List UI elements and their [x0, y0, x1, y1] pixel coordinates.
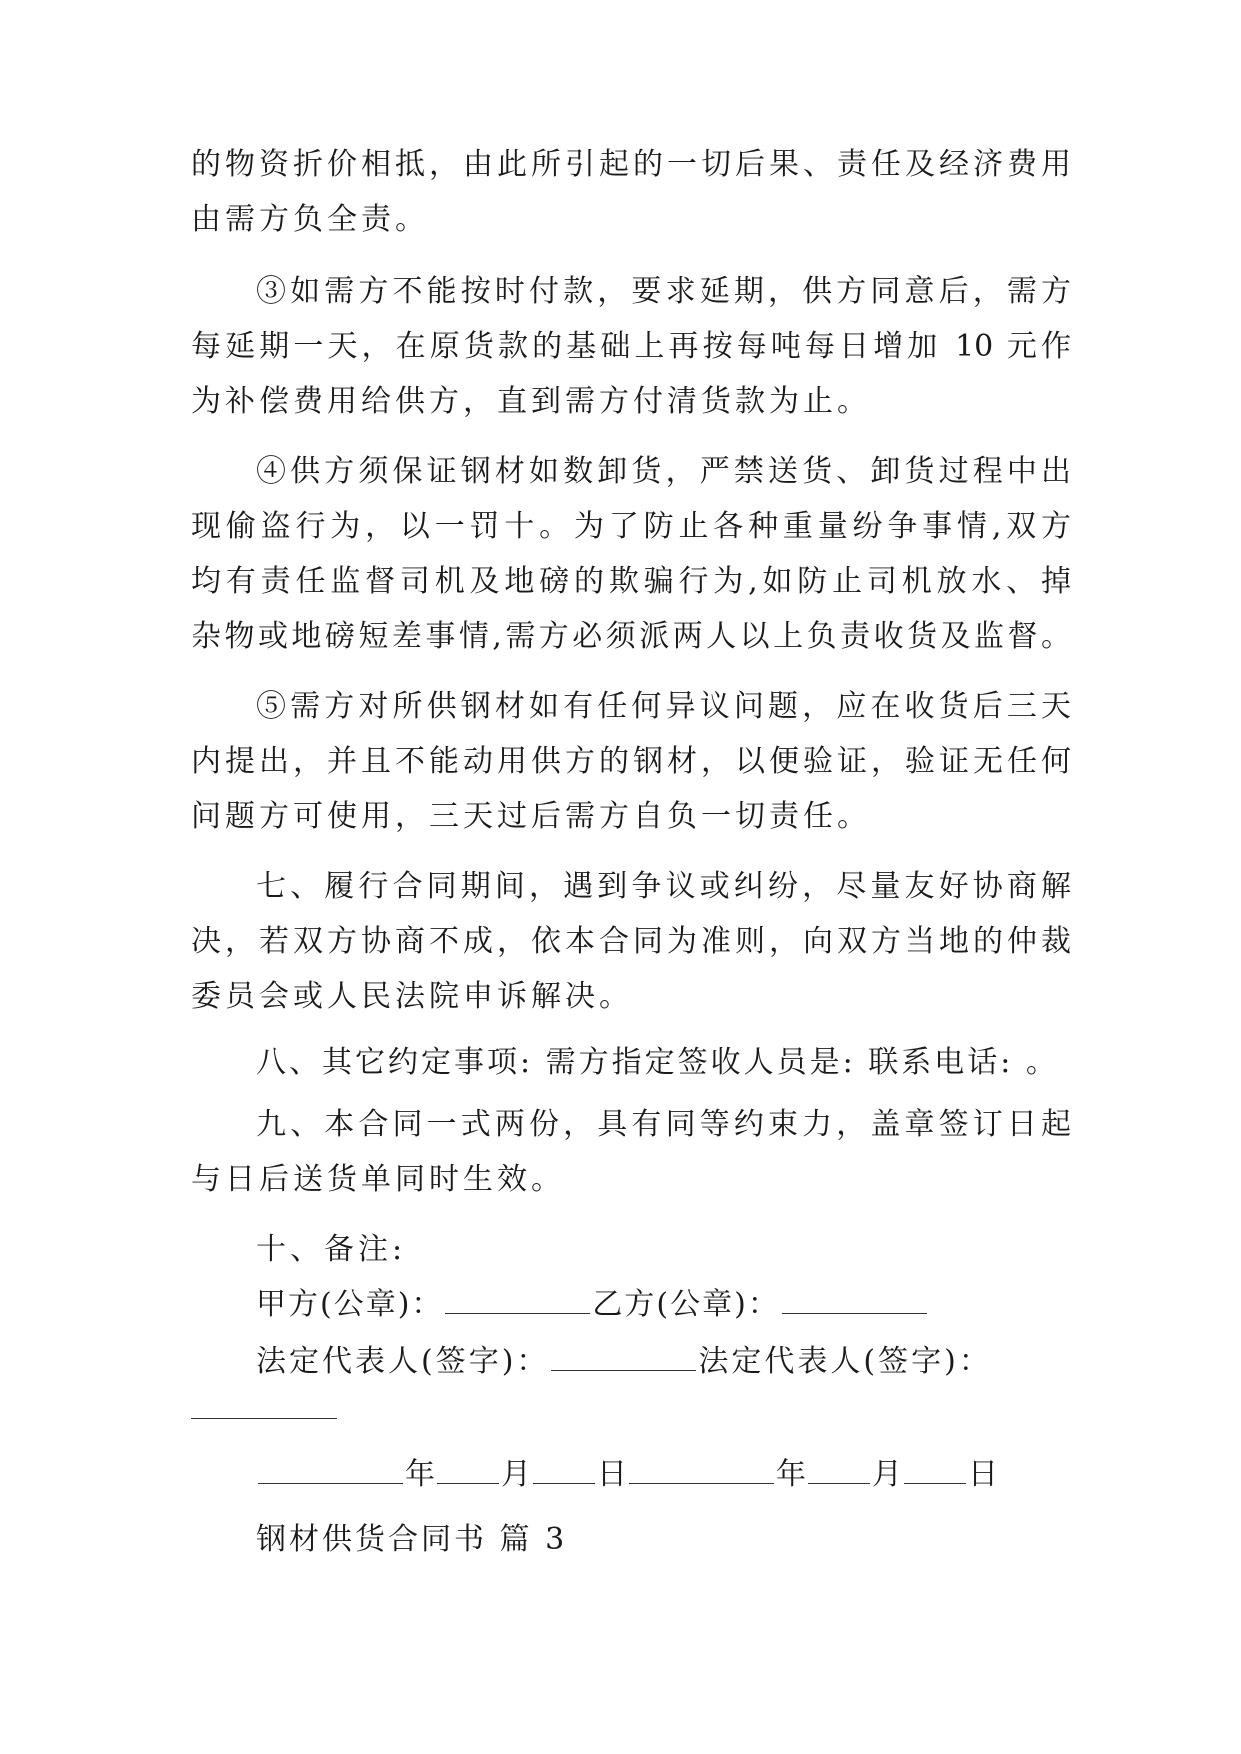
date-line — [256, 1455, 1071, 1495]
date-b-day: 日 — [968, 1457, 998, 1492]
legal-rep-line — [256, 1342, 1071, 1382]
next-section-title: 钢材供货合同书 篇 3 — [256, 1522, 568, 1557]
legal-rep-b-label: 法定代表人(签字)： — [698, 1344, 992, 1379]
legal-rep-a-label: 法定代表人(签字)： — [256, 1344, 550, 1379]
party-line — [256, 1285, 1071, 1325]
party-a-blank — [445, 1285, 590, 1314]
date-b-month-blank — [808, 1455, 870, 1484]
legal-rep-b-blank — [191, 1418, 337, 1419]
date-b-year: 年 — [776, 1457, 806, 1492]
text-line-9: 杂物或地磅短差事情,需方必须派两人以上负责收货及监督。 — [191, 619, 1071, 654]
text-line-5: 为补偿费用给供方，直到需方付清货款为止。 — [191, 384, 871, 419]
text-line-2: 由需方负全责。 — [191, 202, 429, 237]
party-b-blank — [782, 1285, 927, 1314]
text-line-14: 决，若双方协商不成，依本合同为准则，向双方当地的仲裁 — [191, 924, 1071, 959]
date-b-month: 月 — [872, 1457, 902, 1492]
text-line-7: 现偷盗行为，以一罚十。为了防止各种重量纷争事情,双方 — [191, 509, 1071, 544]
text-line-17: 九、本合同一式两份，具有同等约束力，盖章签订日起 — [256, 1107, 1071, 1142]
text-line-11: 内提出，并且不能动用供方的钢材，以便验证，验证无任何 — [191, 744, 1071, 779]
date-a-year-blank — [258, 1455, 403, 1484]
text-line-8: 均有责任监督司机及地磅的欺骗行为,如防止司机放水、掉 — [191, 564, 1071, 599]
text-line-19: 十、备注: — [256, 1232, 407, 1267]
text-line-10: ⑤需方对所供钢材如有任何异议问题，应在收货后三天 — [256, 689, 1071, 724]
text-line-12: 问题方可使用，三天过后需方自负一切责任。 — [191, 799, 871, 834]
party-b-label: 乙方(公章)： — [592, 1287, 780, 1322]
date-a-day: 日 — [597, 1457, 627, 1492]
party-a-label: 甲方(公章)： — [256, 1287, 444, 1322]
text-line-15: 委员会或人民法院申诉解决。 — [191, 979, 633, 1014]
date-b-year-blank — [629, 1455, 774, 1484]
text-line-3: ③如需方不能按时付款，要求延期，供方同意后，需方 — [256, 274, 1071, 309]
text-line-4: 每延期一天，在原货款的基础上再按每吨每日增加 10 元作 — [191, 329, 1071, 364]
legal-rep-a-blank — [551, 1342, 696, 1371]
text-line-16: 八、其它约定事项: 需方指定签收人员是: 联系电话: 。 — [256, 1045, 1059, 1080]
text-line-1: 的物资折价相抵，由此所引起的一切后果、责任及经济费用 — [191, 147, 1071, 182]
text-line-6: ④供方须保证钢材如数卸货，严禁送货、卸货过程中出 — [256, 454, 1071, 489]
date-a-year: 年 — [405, 1457, 435, 1492]
date-a-month: 月 — [501, 1457, 531, 1492]
text-line-13: 七、履行合同期间，遇到争议或纠纷，尽量友好协商解 — [256, 869, 1071, 904]
date-b-day-blank — [904, 1455, 966, 1484]
text-line-18: 与日后送货单同时生效。 — [191, 1162, 565, 1197]
date-a-day-blank — [533, 1455, 595, 1484]
date-a-month-blank — [437, 1455, 499, 1484]
